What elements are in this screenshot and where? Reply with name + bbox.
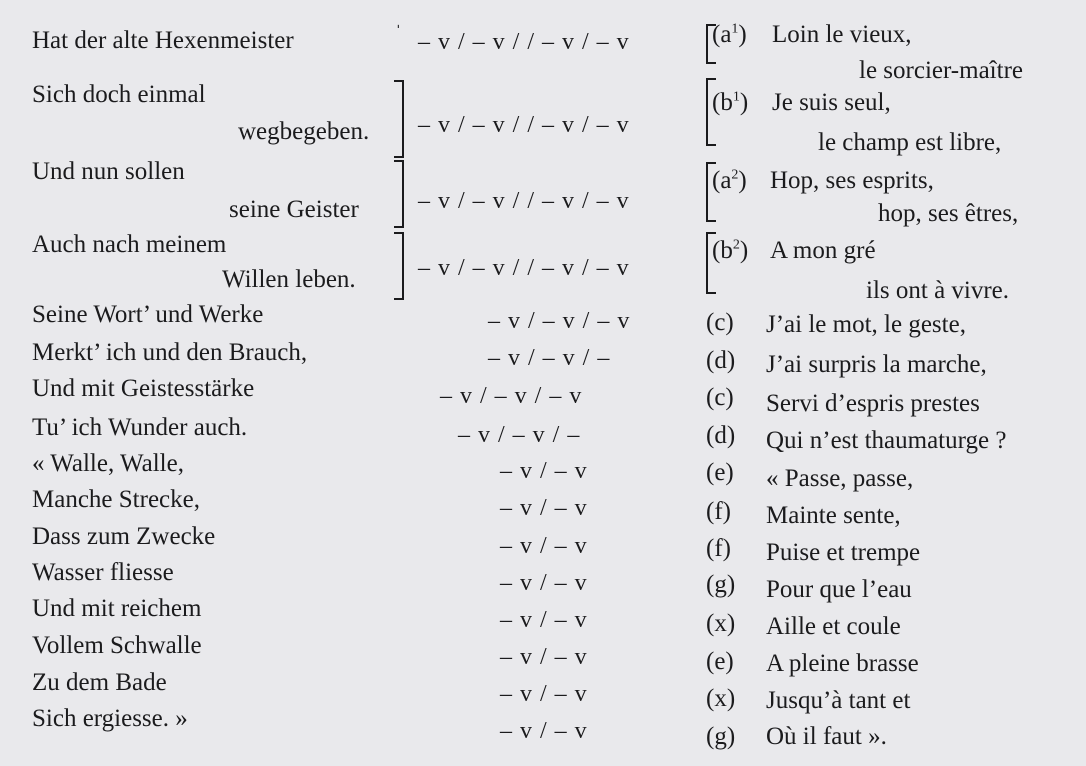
german-line: Dass zum Zwecke [32,523,216,550]
tick-mark: ˈ [395,22,402,44]
french-line: J’ai le mot, le geste, [766,311,966,338]
german-line: Merkt’ ich und den Brauch, [32,339,308,366]
german-line: Auch nach meinem [32,231,227,258]
meter-pattern: – v / – v / – [488,345,611,371]
meter-pattern: – v / – v [500,458,588,484]
meter-pattern: – v / – v [500,607,588,633]
french-line: Je suis seul, [772,89,891,116]
german-line: Sich ergiesse. » [32,705,188,732]
french-line: Qui n’est thaumaturge ? [766,427,1007,454]
meter-pattern: – v / – v [500,570,588,596]
rhyme-label: (e) [706,648,734,675]
meter-pattern: – v / – v / – v [440,383,583,409]
rhyme-label: (c) [706,384,734,411]
rhyme-label: (c) [706,309,734,336]
french-line: A mon gré [770,237,876,264]
german-line: Manche Strecke, [32,486,200,513]
french-line: J’ai surpris la marche, [766,351,987,378]
meter-pattern: – v / – v [500,718,588,744]
french-line: Hop, ses esprits, [770,167,934,194]
rhyme-label: (e) [706,459,734,486]
german-line: Sich doch einmal [32,81,206,108]
rhyme-label: (d) [706,347,736,374]
german-line: Und mit reichem [32,595,202,622]
meter-pattern: – v / – v / / – v / – v [418,112,630,138]
german-line-continuation: wegbegeben. [238,118,370,145]
rhyme-label: $(b^1)$ [712,89,749,116]
german-line: Und nun sollen [32,158,185,185]
rhyme-label: (x) [706,610,736,637]
german-line: Zu dem Bade [32,669,167,696]
german-line: Wasser fliesse [32,559,174,586]
german-line: « Walle, Walle, [32,450,184,477]
rhyme-label: $(a^2)$ [712,167,747,194]
rhyme-label: $(b^2)$ [712,237,749,264]
german-line: Tu’ ich Wunder auch. [32,414,248,441]
french-line: Pour que l’eau [766,576,912,603]
french-line: Loin le vieux, [772,21,912,48]
meter-pattern: – v / – v [500,644,588,670]
rhyme-label: (f) [706,535,731,562]
rhyme-label: (f) [706,498,731,525]
french-line-continuation: le sorcier-maître [859,57,1023,84]
french-line: Jusqu’à tant et [766,687,911,714]
rhyme-label: (g) [706,571,736,598]
meter-pattern: – v / – v / – v [488,308,631,334]
meter-pattern: – v / – v / / – v / – v [418,188,630,214]
meter-pattern: – v / – v [500,495,588,521]
meter-pattern: – v / – v [500,681,588,707]
german-bracket [394,232,404,300]
french-line-continuation: hop, ses êtres, [878,200,1019,227]
french-line-continuation: ils ont à vivre. [866,277,1010,304]
french-line: Servi d’espris prestes [766,390,980,417]
german-line-continuation: Willen leben. [222,266,356,293]
german-bracket [394,160,404,228]
german-line-continuation: seine Geister [229,196,359,223]
meter-pattern: – v / – v / – [458,422,581,448]
rhyme-label: (d) [706,422,736,449]
german-line: Vollem Schwalle [32,632,202,659]
rhyme-label: (x) [706,685,736,712]
rhyme-label: $(a^1)$ [712,21,747,48]
french-line: A pleine brasse [766,650,919,677]
german-line: Hat der alte Hexenmeister [32,27,294,54]
french-line: Puise et trempe [766,539,921,566]
meter-pattern: – v / – v [500,533,588,559]
german-line: Und mit Geistesstärke [32,375,255,402]
french-line: « Passe, passe, [766,465,914,492]
french-line: Mainte sente, [766,502,901,529]
french-line: Aille et coule [766,613,901,640]
french-line-continuation: le champ est libre, [818,129,1002,156]
german-bracket [394,80,404,158]
rhyme-label: (g) [706,723,736,750]
german-line: Seine Wort’ und Werke [32,301,264,328]
meter-pattern: – v / – v / / – v / – v [418,29,630,55]
meter-pattern: – v / – v / / – v / – v [418,255,630,281]
french-line: Où il faut ». [766,723,887,750]
